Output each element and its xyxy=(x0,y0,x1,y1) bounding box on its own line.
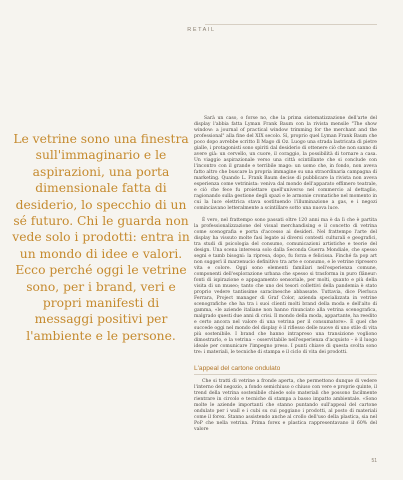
section-rule xyxy=(194,374,377,375)
body-paragraph: Che si tratti di vetrine a fronde aperta, che permettono dunque di vedere l'interno del negozio, a fondo semichiuso o chiuso con vere e proprie quinte, il trend della vetrina sostenibile chiede solo materiali che possono facilmente rientrare in circolo e tecniche di stampa a basso impatto ambientale. «Sono molte le aziende importanti che stanno puntando sull'appeal del cartone ondulato per i wall e i cubi su cui poggiano i prodotti, al posto di materiali come il forex. Stanno assistendo anche al crollo dell'uso della plastica, sia nel PoP che nella vetrina. Prima forex e plastica rappresentavano il 60% del valore xyxy=(194,379,377,432)
section-label: RETAIL xyxy=(187,27,216,33)
body-paragraph: È vero, nel frattempo sono passati oltre 120 anni ma è da lì che è partita la professionalizzazione del visual merchandising e il concetto di vetrina come scenografia e porta d'accesso ai desideri. Nel frattempo l'arte del display ha vissuto molte fasi legate ai diversi contesti culturali e geografici, tra studi di psicologia del consumo, comunicazioni artistiche e teorie del design. Una scena interessa solo dalla Seconda Guerra Mondiale, che spesso segni e tamb bisogni: la ripresa, dopo, fu forza e felicissa. Finché fa pop art non suggerì il marzenucio definitivo tra arte e consumo, e le vetrine ripresero vita e colore. Oggi sono elementi familiari nell'esperienza comune, componenti dell'esplorazione urbana che spesso si trasforma in puro flâneur: fonti di ispirazione e appagamento sensoriale, per molti, quanto e più della visita di un museo; tanto che uno dei tesori collettivi della pandemia è stato proprio vedere tantissime saracinesche abbassate. Tuttavia, dice Pierluca Ferrara, Project manager di Graf Color, azienda specializzata in vetrine scenografiche che ha tra i suoi clienti molti brand della moda e dell'alto di gamma, «le aziende italiane non hanno rinunciato alla vetrina scenografica, malgrado questi due anni di crisi. Il mondo della moda, appartante, ha reedito e certo ancora nel valore di una vetrina per il consumatore». È quel che succede oggi nel mondo del display è il riflesso delle nuove di uno stile di vita più sostenibile. I brand che hanno intrapreso una transizione vogliono dimostrarlo, e la vetrina – osservitabile nell'esperienza d'acquisto – è il luogo ideale per comunicare l'impegno preso. I punti chiave di questa svolta sono tre: i materiali, le tecniche di stampa e il ciclo di vita dei prodotti. xyxy=(194,218,377,355)
section-heading: L'appeal del cartone ondulato xyxy=(194,365,281,372)
header-rule xyxy=(205,24,377,25)
article-body xyxy=(194,116,377,439)
running-header xyxy=(0,16,403,35)
pull-quote: Le vetrine sono una finestra sull'immaginario e le aspirazioni, una porta dimensionale fatta di desiderio, lo specchio di un sé futuro. Chi le guarda non vede solo i prodotti: entra in un mondo di idee e valori. Ecco perché oggi le vetrine sono, per i brand, veri e propri manifesti di messaggi positivi per l'ambiente e le persone. xyxy=(12,132,190,343)
body-paragraph: Sarà un caso, o forse no, che la prima sistematizzazione dell'arte del display l'abbia fatta Lyman Frank Baum con la rivista mensile "The show window: a journal of practical window trimming for the merchant and the professional" alla fine del XIX secolo. Sì, proprio quel Lyman Frank Baum che poco dopo avrebbe scritto Il Mago di Oz. Luogo una strada lastricata di pietre gialle, i protagonisti sono spiriti dal desiderio di ottenere ciò che non sanno di avere già: un cervello, un cuore, il coraggio, la possibilità di tornare a casa. Un viaggio aspirazionale verso una città scintillante che si conclude con l'incontro con il grande e terribile mago: un uomo che, in fondo, non aveva fatto altro che buscare la propria immagine su una straordinaria campagna di marketing. Quando L. Frank Baum decise di pubblicare la rivista non aveva esperienza come vetrinista: veniva dal mondo dell'apparato effimero teatrale, e ciò che fece fu proiettare quell'universo nel commercio al dettaglio, ragionando sulla gestione degli spazi e le armonie cromatiche nel momento in cui la luce elettrica stava sostituendo l'illuminazione a gas, e i negozi cominciavano letteralmente a scintillare sotto una nuova luce. xyxy=(194,116,377,211)
page-number: 51 xyxy=(371,458,377,464)
